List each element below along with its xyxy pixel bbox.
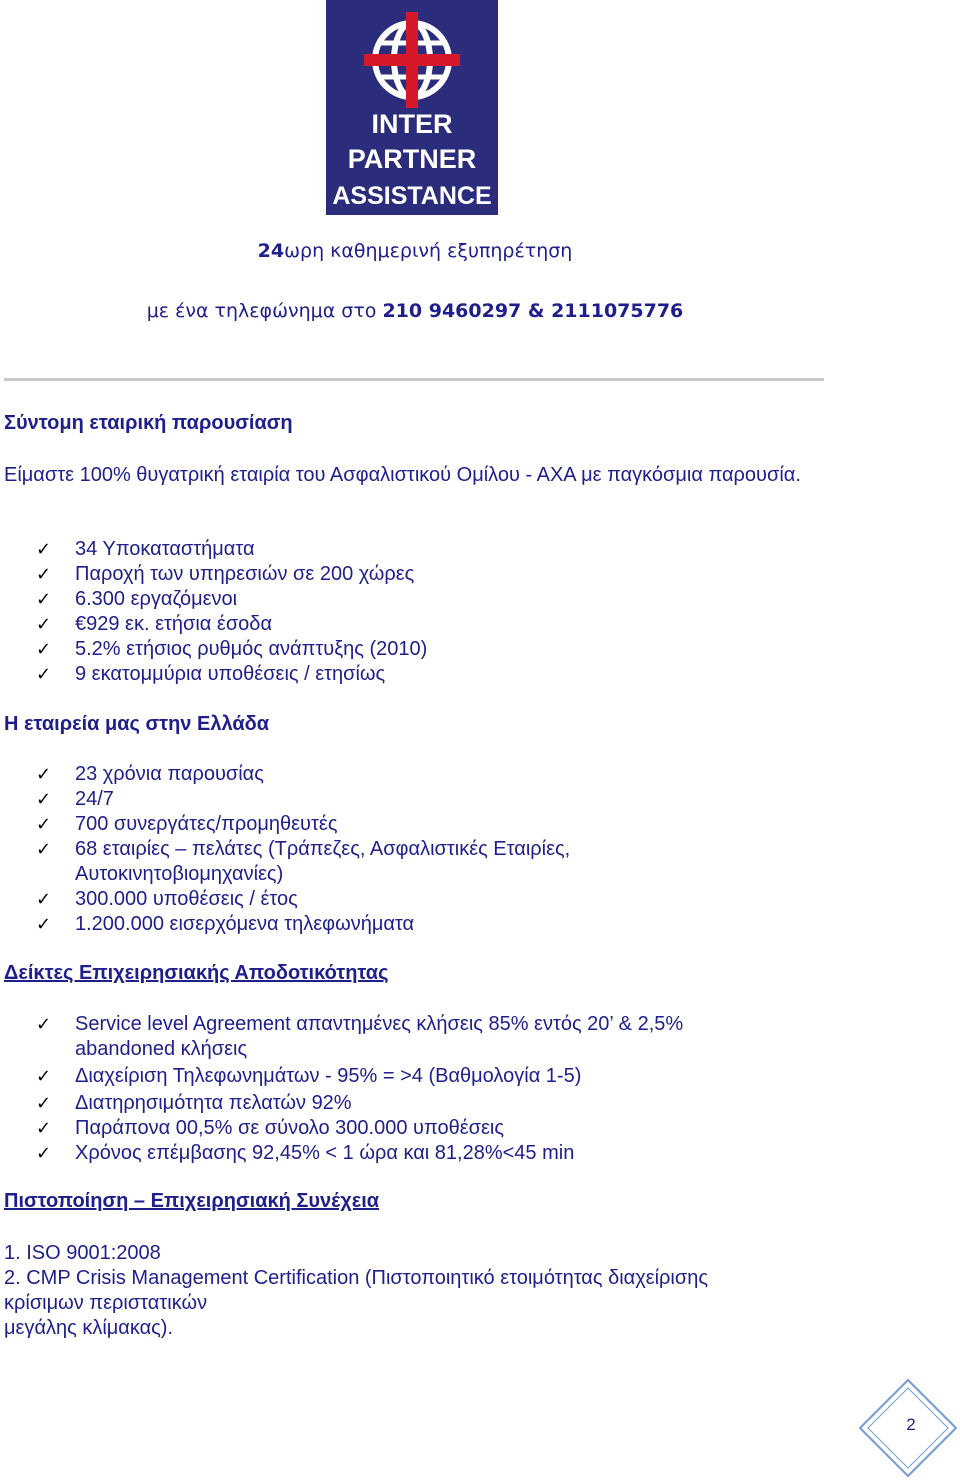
logo-graphic [326, 0, 498, 215]
cert-line-3: κρίσιμων περιστατικών [4, 1292, 208, 1314]
kpi-heading: Δείκτες Επιχειρησιακής Αποδοτικότητας [4, 962, 389, 984]
intro-heading: Σύντομη εταιρική παρουσίαση [4, 412, 293, 434]
list-item-text: Παροχή των υπηρεσιών σε 200 χώρες [75, 563, 415, 585]
list-item-text: Χρόνος επέμβασης 92,45% < 1 ώρα και 81,28%<45 min [75, 1142, 575, 1164]
logo-text-inter: INTER [371, 109, 453, 139]
list-item [36, 787, 656, 812]
list-item [36, 762, 656, 787]
checkmark-icon: ✓ [36, 1066, 52, 1087]
list-item [36, 662, 427, 687]
intro-checklist [36, 537, 427, 687]
greece-heading: Η εταιρεία μας στην Ελλάδα [4, 713, 270, 735]
list-item-text: 300.000 υποθέσεις / έτος [75, 888, 298, 910]
list-item [36, 1012, 776, 1062]
list-item [36, 1116, 776, 1141]
list-item-text: Διατηρησιμότητα πελατών 92% [75, 1092, 352, 1114]
list-item-text: 24/7 [75, 788, 114, 810]
checkmark-icon: ✓ [36, 664, 52, 685]
phone-prefix: με ένα τηλεφώνημα στο [146, 300, 383, 322]
phone-line [0, 300, 830, 322]
checkmark-icon: ✓ [36, 1118, 52, 1139]
checkmark-icon: ✓ [36, 814, 52, 835]
checkmark-icon: ✓ [36, 839, 52, 860]
service-hours-number: 24 [257, 240, 285, 262]
checkmark-icon: ✓ [36, 1093, 52, 1114]
list-item-text: 6.300 εργαζόμενοι [75, 588, 238, 610]
kpi-checklist [36, 1012, 776, 1166]
list-item [36, 812, 656, 837]
checkmark-icon: ✓ [36, 639, 52, 660]
cert-heading: Πιστοποίηση – Επιχειρησιακή Συνέχεια [4, 1190, 380, 1212]
list-item-text: Παράπονα 00,5% σε σύνολο 300.000 υποθέσεις [75, 1117, 504, 1139]
checkmark-icon: ✓ [36, 614, 52, 635]
list-item-text: 9 εκατομμύρια υποθέσεις / ετησίως [75, 663, 386, 685]
checkmark-icon: ✓ [36, 589, 52, 610]
checkmark-icon: ✓ [36, 564, 52, 585]
list-item-text: 1.200.000 εισερχόμενα τηλεφωνήματα [75, 913, 415, 935]
list-item [36, 1064, 776, 1089]
logo-text-partner: PARTNER [347, 144, 477, 174]
checkmark-icon: ✓ [36, 889, 52, 910]
cert-line-2: 2. CMP Crisis Management Certification (Πιστοποιητικό ετοιμότητας διαχείρισης [4, 1267, 708, 1289]
checkmark-icon: ✓ [36, 914, 52, 935]
page-number-badge [858, 1378, 958, 1478]
cert-list [4, 1241, 904, 1341]
list-item-text: 700 συνεργάτες/προμηθευτές [75, 813, 338, 835]
checkmark-icon: ✓ [36, 764, 52, 785]
list-item [36, 887, 656, 912]
cert-line-4: μεγάλης κλίμακας). [4, 1317, 174, 1339]
service-hours-line [0, 240, 830, 262]
company-logo [326, 0, 498, 215]
list-item [36, 1091, 776, 1116]
cert-line-1: 1. ISO 9001:2008 [4, 1242, 161, 1264]
checkmark-icon: ✓ [36, 1014, 52, 1035]
logo-text-assistance: ASSISTANCE [332, 182, 492, 210]
list-item [36, 562, 427, 587]
list-item-text: Διαχείριση Τηλεφωνημάτων - 95% = >4 (Βαθμολογία 1-5) [75, 1065, 582, 1087]
list-item-text: €929 εκ. ετήσια έσοδα [75, 613, 273, 635]
list-item [36, 912, 656, 937]
greece-checklist [36, 762, 656, 937]
list-item [36, 537, 427, 562]
checkmark-icon: ✓ [36, 1143, 52, 1164]
list-item-text: Service level Agreement απαντημένες κλήσεις 85% εντός 20’ & 2,5% abandoned κλήσεις [75, 1013, 684, 1060]
list-item [36, 587, 427, 612]
page-number: 2 [906, 1415, 916, 1434]
list-item [36, 637, 427, 662]
list-item-text: 23 χρόνια παρουσίας [75, 763, 264, 785]
list-item-text: 68 εταιρίες – πελάτες (Τράπεζες, Ασφαλιστικές Εταιρίες, Αυτοκινητοβιομηχανίες) [75, 838, 571, 885]
list-item [36, 837, 656, 887]
intro-paragraph: Είμαστε 100% θυγατρική εταιρία του Ασφαλιστικού Ομίλου - ΑΧΑ με παγκόσμια παρουσία. [4, 464, 801, 486]
list-item-text: 34 Υποκαταστήματα [75, 538, 255, 560]
list-item-text: 5.2% ετήσιος ρυθμός ανάπτυξης (2010) [75, 638, 428, 660]
list-item [36, 612, 427, 637]
phone-numbers: 210 9460297 & 2111075776 [382, 300, 684, 322]
checkmark-icon: ✓ [36, 539, 52, 560]
horizontal-divider [4, 378, 824, 381]
checkmark-icon: ✓ [36, 789, 52, 810]
list-item [36, 1141, 776, 1166]
service-hours-text: ωρη καθημερινή εξυπηρέτηση [284, 240, 573, 262]
